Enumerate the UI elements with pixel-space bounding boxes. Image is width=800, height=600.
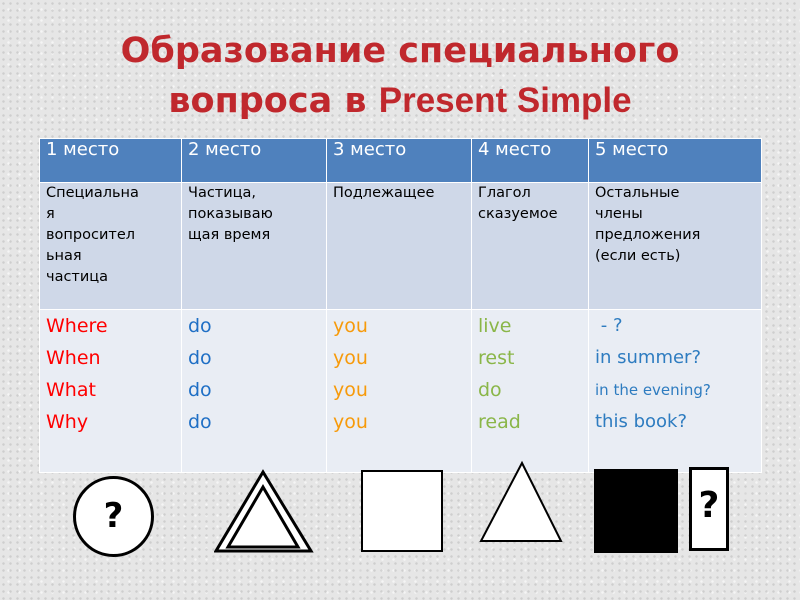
title-line-2-latin: Present Simple	[378, 81, 632, 120]
subject-word: you	[333, 315, 368, 337]
auxiliary-word: do	[188, 411, 212, 433]
header-cell-4: 4 место	[472, 139, 589, 183]
double-triangle-symbol	[214, 469, 314, 555]
auxiliary-word: do	[188, 379, 212, 401]
subject-word: you	[333, 379, 368, 401]
word-order-table	[39, 138, 762, 473]
title-line-1: Образование специального	[120, 31, 680, 71]
outline-square-symbol	[361, 470, 443, 552]
rest-phrase: in the evening?	[595, 381, 711, 399]
desc-question-word: Специальна я вопросител ьная частица	[40, 183, 182, 310]
question-mark: ?	[103, 496, 124, 536]
triangle-symbol	[478, 460, 564, 546]
header-cell-1: 1 место	[40, 139, 182, 183]
desc-auxiliary: Частица, показываю щая время	[182, 183, 327, 310]
question-circle-symbol	[73, 476, 154, 557]
subject-word: you	[333, 347, 368, 369]
slide-title	[0, 26, 800, 126]
question-word: What	[46, 379, 96, 401]
examples-row	[40, 310, 762, 473]
question-mark: ?	[698, 485, 720, 526]
subject-word: you	[333, 411, 368, 433]
verb-word: rest	[478, 347, 515, 369]
desc-subject: Подлежащее	[327, 183, 472, 310]
question-word: Where	[46, 315, 108, 337]
question-word: Why	[46, 411, 89, 433]
black-square-symbol	[594, 469, 678, 553]
desc-verb: Глагол сказуемое	[472, 183, 589, 310]
rest-cell	[589, 310, 762, 473]
auxiliary-word: do	[188, 347, 212, 369]
header-cell-3: 3 место	[327, 139, 472, 183]
verb-word: read	[478, 411, 521, 433]
verb-word: live	[478, 315, 512, 337]
subject-cell	[327, 310, 472, 473]
rest-phrase: in summer?	[595, 347, 702, 368]
auxiliary-word: do	[188, 315, 212, 337]
rest-phrase: this book?	[595, 411, 687, 432]
desc-rest: Остальные члены предложения (если есть)	[589, 183, 762, 310]
header-cell-2: 2 место	[182, 139, 327, 183]
question-rectangle-symbol	[689, 467, 729, 551]
auxiliary-cell	[182, 310, 327, 473]
header-cell-5: 5 место	[589, 139, 762, 183]
header-row	[40, 139, 762, 183]
description-row	[40, 183, 762, 310]
rest-phrase: - ?	[595, 315, 623, 336]
question-word: When	[46, 347, 101, 369]
verb-cell	[472, 310, 589, 473]
question-words-cell	[40, 310, 182, 473]
single-triangle	[481, 463, 561, 541]
verb-word: do	[478, 379, 502, 401]
title-line-2-cyrillic: вопроса в	[168, 81, 379, 121]
